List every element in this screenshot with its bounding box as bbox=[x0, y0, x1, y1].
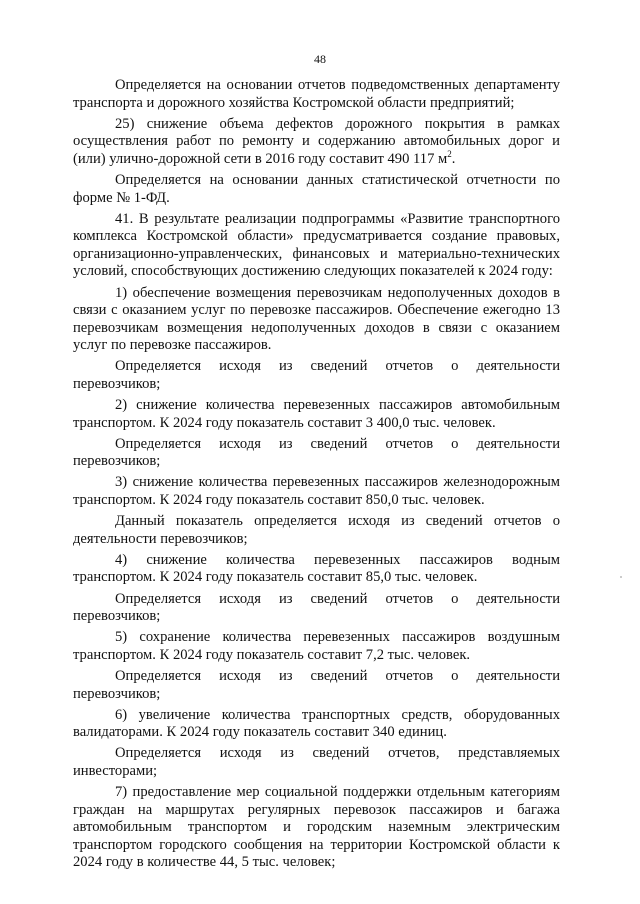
paragraph-17: 7) предоставление мер социальной поддержки отдельным категориям граждан на маршрутах регулярных перевозок пассажиров и багажа автомобильным транспортом и городским наземным электрическим транспортом городского сообщения на территории Костромской области к 2024 году в количестве 44, 5 тыс. человек; bbox=[73, 783, 560, 871]
paragraph-2-tail: . bbox=[451, 150, 456, 167]
paragraph-5: 1) обеспечение возмещения перевозчикам недополученных доходов в связи с оказанием услуг по перевозке пассажиров. Обеспечение ежегодно 13 перевозчикам возмещения недополученных доходов в связи с оказанием услуг по перевозке пассажиров. bbox=[73, 284, 560, 354]
paragraph-14: Определяется исходя из сведений отчетов о деятельности перевозчиков; bbox=[73, 667, 560, 702]
paragraph-2 bbox=[73, 116, 560, 169]
paragraph-9: 3) снижение количества перевезенных пассажиров железнодорожным транспортом. К 2024 году показатель составит 850,0 тыс. человек. bbox=[73, 474, 560, 509]
page-body bbox=[73, 77, 560, 875]
paragraph-11: 4) снижение количества перевезенных пассажиров водным транспортом. К 2024 году показатель составит 85,0 тыс. человек. bbox=[73, 551, 560, 586]
paragraph-2-text: 25) снижение объема дефектов дорожного покрытия в рамках осуществления работ по ремонту и содержанию автомобильных дорог и (или) улично-дорожной сети в 2016 году составит 490 117 м bbox=[73, 115, 560, 167]
scan-speck bbox=[620, 576, 622, 578]
paragraph-16: Определяется исходя из сведений отчетов, представляемых инвесторами; bbox=[73, 745, 560, 779]
paragraph-13: 5) сохранение количества перевезенных пассажиров воздушным транспортом. К 2024 году показатель составит 7,2 тыс. человек. bbox=[73, 629, 560, 663]
paragraph-15: 6) увеличение количества транспортных средств, оборудованных валидаторами. К 2024 году показатель составит 340 единиц. bbox=[73, 706, 560, 741]
paragraph-3: Определяется на основании данных статистической отчетности по форме № 1-ФД. bbox=[73, 171, 560, 206]
page-number: 48 bbox=[314, 52, 326, 66]
area-unit-exponent: 2 bbox=[447, 148, 452, 159]
paragraph-12: Определяется исходя из сведений отчетов о деятельности перевозчиков; bbox=[73, 590, 560, 625]
paragraph-7: 2) снижение количества перевезенных пассажиров автомобильным транспортом. К 2024 году показатель составит 3 400,0 тыс. человек. bbox=[73, 397, 560, 431]
paragraph-10: Данный показатель определяется исходя из сведений отчетов о деятельности перевозчиков; bbox=[73, 513, 560, 547]
paragraph-6: Определяется исходя из сведений отчетов о деятельности перевозчиков; bbox=[73, 358, 560, 392]
paragraph-8: Определяется исходя из сведений отчетов о деятельности перевозчиков; bbox=[73, 435, 560, 470]
paragraph-1: Определяется на основании отчетов подведомственных департаменту транспорта и дорожного хозяйства Костромской области предприятий; bbox=[73, 77, 560, 111]
paragraph-4: 41. В результате реализации подпрограммы «Развитие транспортного комплекса Костромской области» предусматривается создание правовых, организационно-управленческих, финансовых и материально-технических условий, способствующих достижению следующих показателей к 2024 году: bbox=[73, 210, 560, 280]
